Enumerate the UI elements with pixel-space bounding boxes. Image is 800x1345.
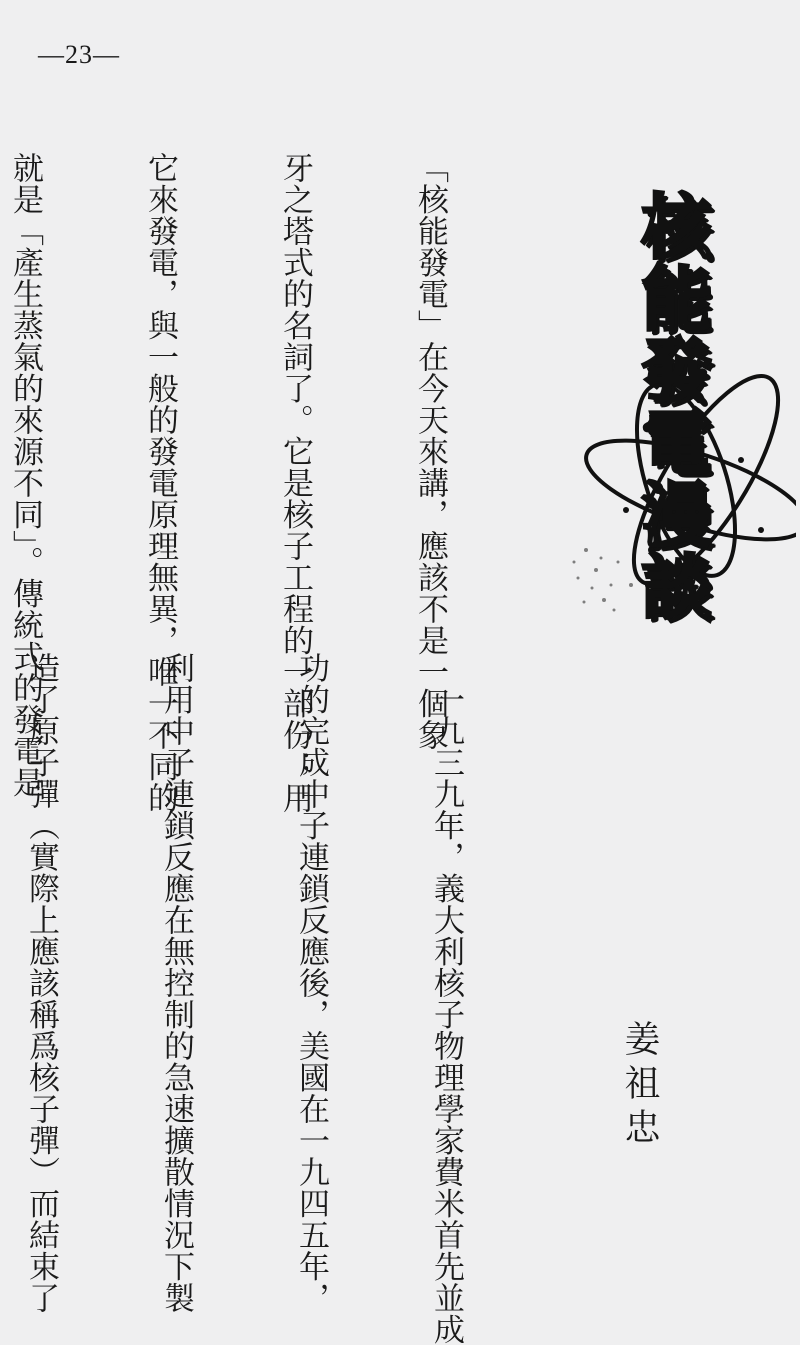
text-line: 造了原子彈（實際上應該稱爲核子彈）而結束了 (23, 652, 59, 1314)
page-number: —23— (38, 40, 120, 69)
text-line: 牙之塔式的名詞了。它是核子工程的一部份；用 (277, 152, 313, 814)
text-line: 它來發電，與一般的發電原理無異，唯一不同的 (142, 152, 178, 814)
text-line: 利用中子連鎖反應在無控制的急速擴散情況下製 (158, 652, 194, 1314)
text-line: 「核能發電」在今天來講，應該不是一個象 (412, 152, 448, 751)
article-title-graphic (556, 190, 796, 660)
article-body-bottom (0, 652, 558, 1345)
text-line: 功的完成中子連鎖反應後，美國在一九四五年， (293, 652, 329, 1314)
text-line: 就是「產生蒸氣的來源不同」。傳統式的發電是 (7, 152, 43, 798)
author-name: 姜祖忠 (619, 1020, 660, 1152)
text-line: 一九三九年，義大利核子物理學家費米首先並成 (428, 652, 464, 1345)
article-body-top (2, 152, 542, 814)
article-title: 核能發電漫談 (630, 190, 712, 622)
